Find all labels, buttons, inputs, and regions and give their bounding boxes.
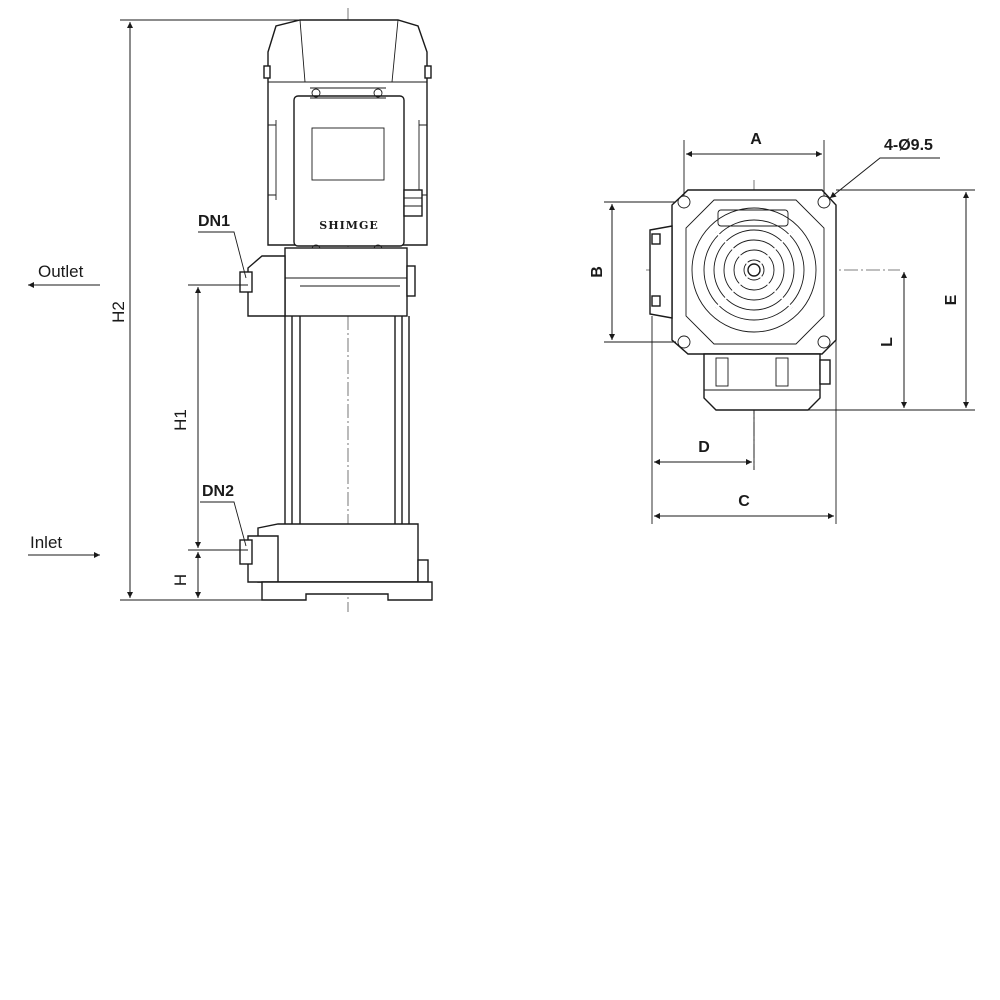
side-view (28, 8, 432, 612)
dn2-label: DN2 (202, 483, 235, 500)
control-box (294, 88, 422, 253)
h1-label: H1 (171, 409, 190, 431)
dn1-label: DN1 (198, 213, 231, 230)
l-label: L (879, 337, 896, 347)
inlet-label: Inlet (30, 533, 63, 552)
brand-logo: SHIMGE (319, 219, 379, 232)
h-label: H (171, 573, 190, 587)
top-control-box (704, 354, 830, 410)
pump-sleeve (285, 316, 409, 526)
a-label: A (750, 131, 762, 148)
h2-label: H2 (109, 301, 128, 323)
holes-label: 4-Ø9.5 (884, 137, 933, 154)
e-label: E (943, 294, 960, 306)
holes-leader (830, 158, 940, 198)
pump-base (240, 524, 432, 600)
top-view (589, 131, 975, 524)
pump-head (240, 248, 415, 316)
d-label: D (698, 439, 710, 456)
b-label: B (589, 266, 606, 278)
outlet-label: Outlet (38, 262, 84, 281)
c-label: C (738, 493, 750, 510)
cable-gland (404, 190, 422, 216)
outlet-flange (248, 256, 285, 316)
